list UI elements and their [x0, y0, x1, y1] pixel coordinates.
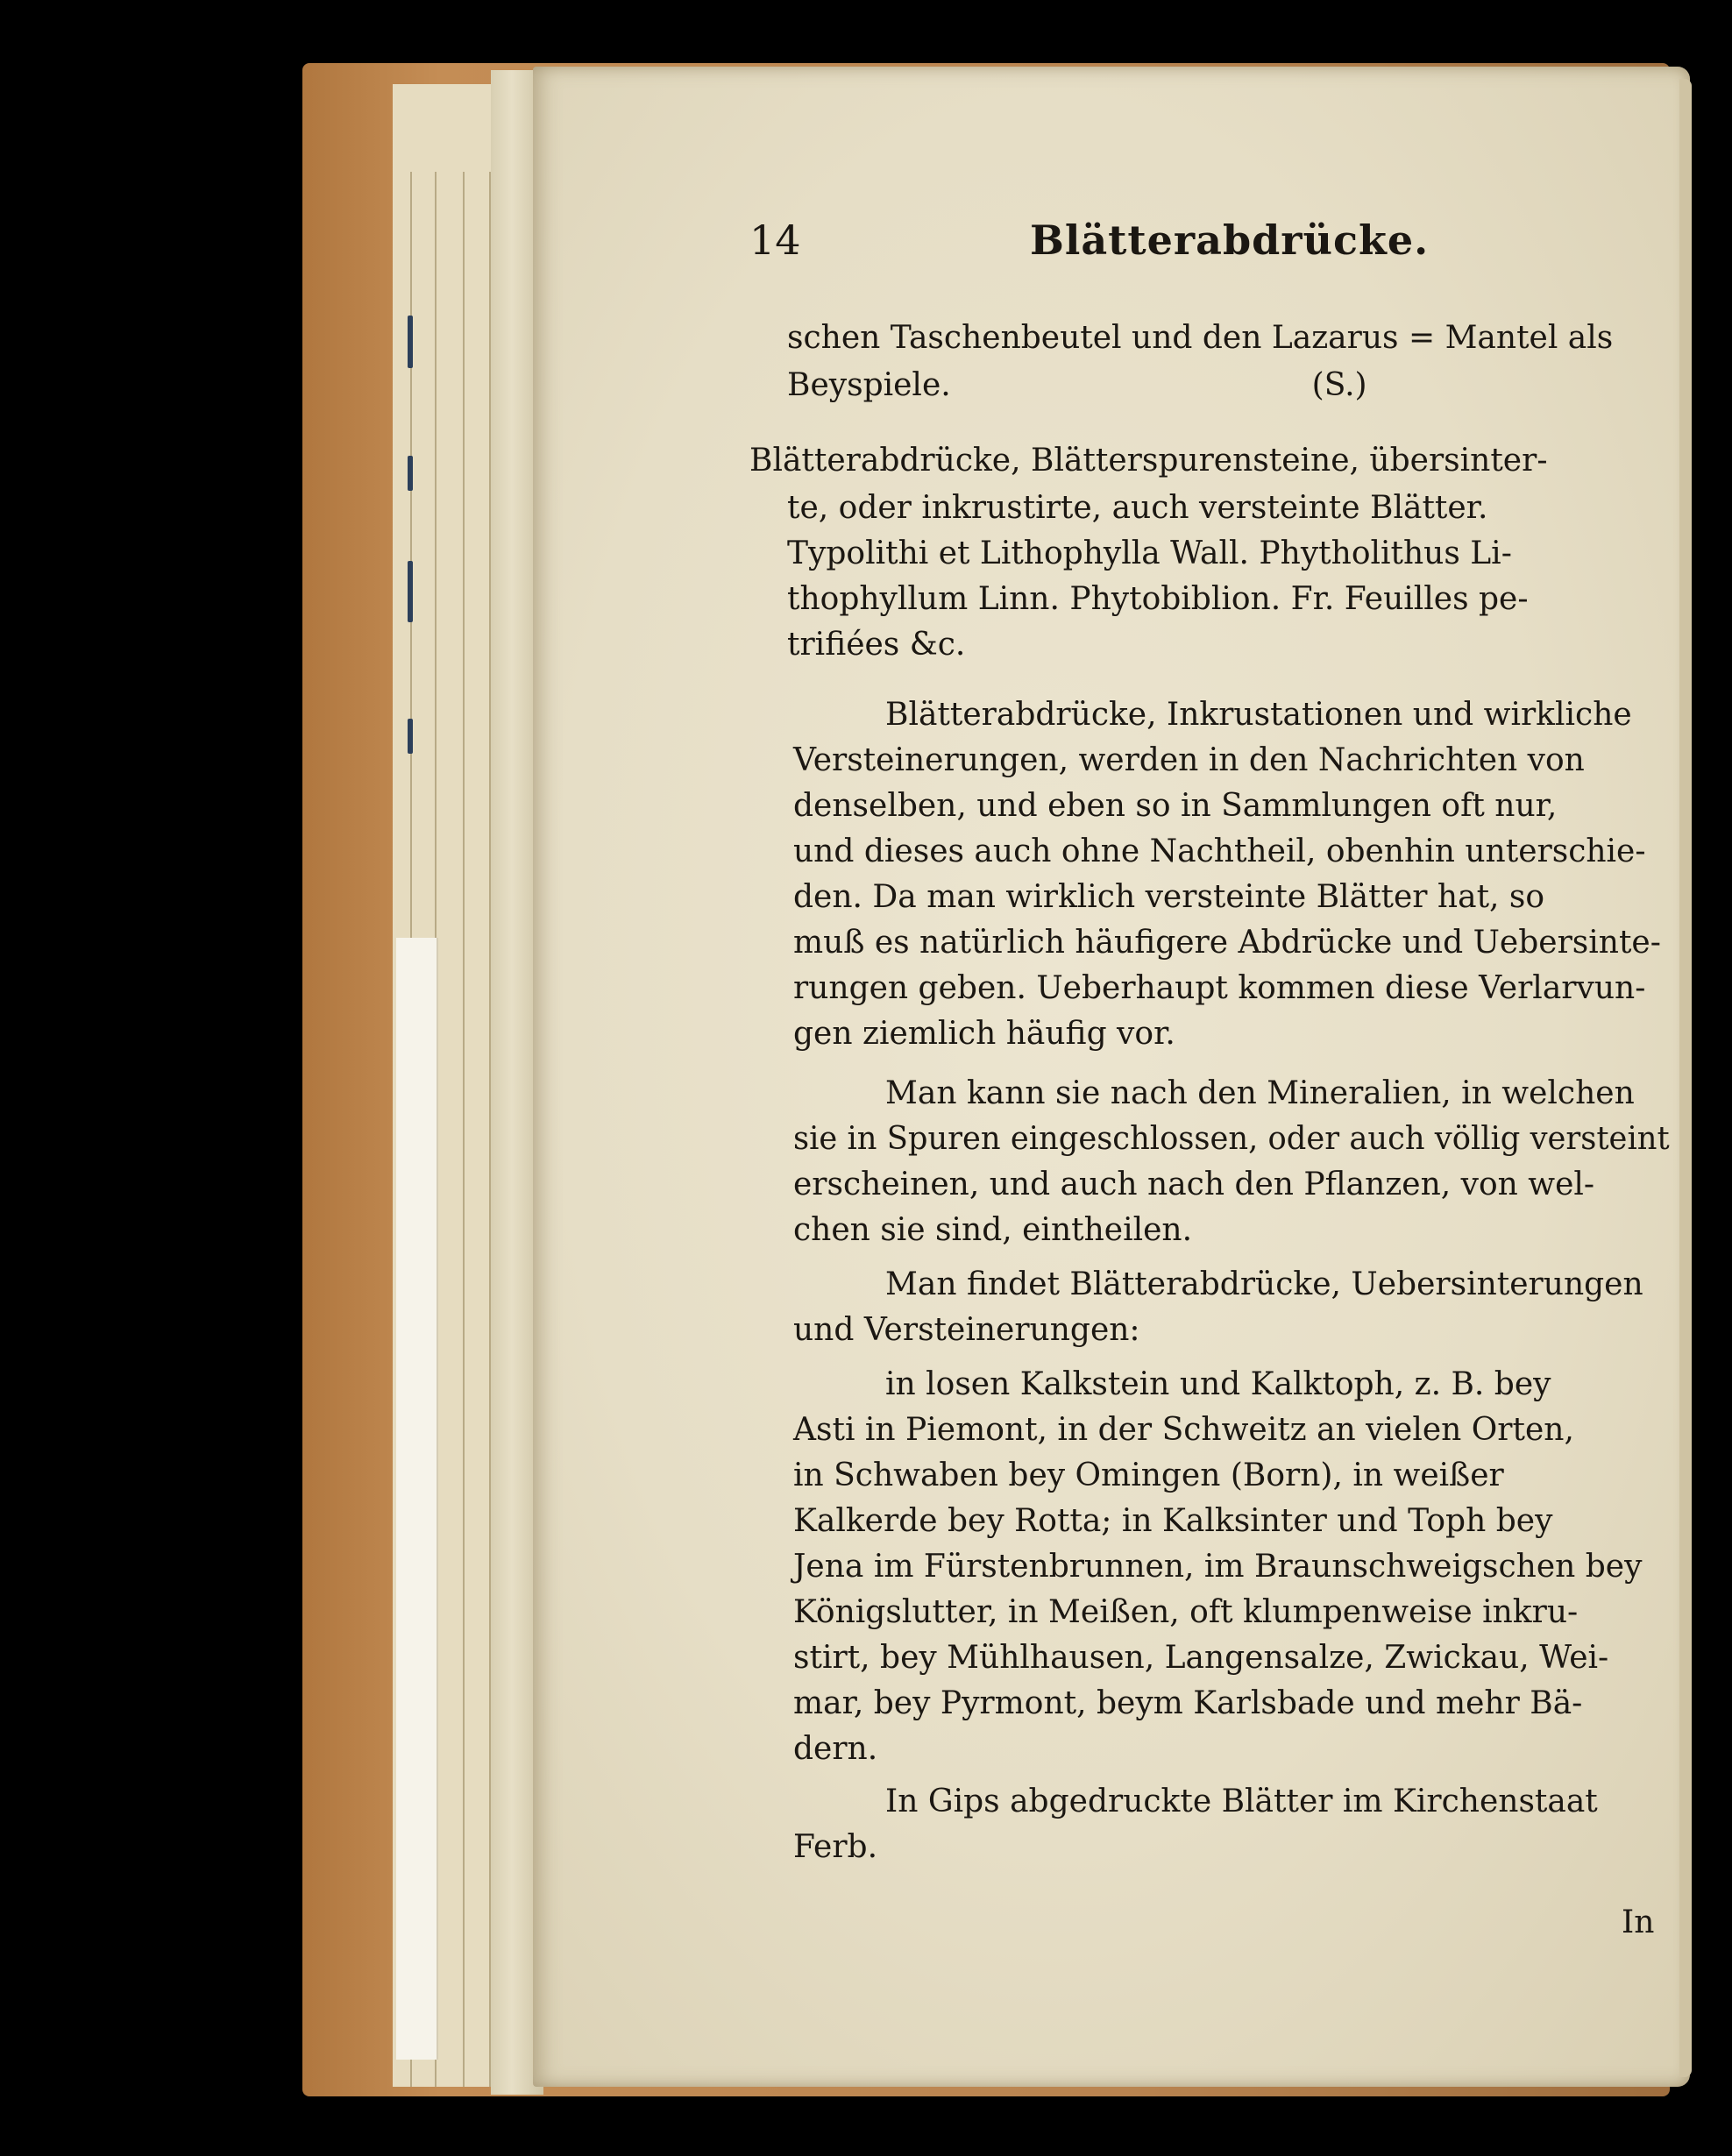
page-number: 14: [749, 216, 801, 264]
text-line: trifiées &c.: [787, 627, 966, 663]
text-line: dern.: [793, 1731, 878, 1767]
text-line: Jena im Fürstenbrunnen, im Braunschweigschen bey: [793, 1549, 1643, 1585]
text-line: sie in Spuren eingeschlossen, oder auch völlig versteint: [793, 1121, 1670, 1157]
catchword: In: [1622, 1904, 1655, 1940]
ink-stain: [408, 561, 413, 622]
text-line: rungen geben. Ueberhaupt kommen diese Verlarvun-: [793, 970, 1646, 1006]
text-line: thophyllum Linn. Phytobiblion. Fr. Feuilles pe-: [787, 581, 1529, 617]
text-line: Königslutter, in Meißen, oft klumpenweise inkru-: [793, 1594, 1579, 1630]
text-line: schen Taschenbeutel und den Lazarus = Mantel als: [787, 320, 1614, 356]
text-line: Kalkerde bey Rotta; in Kalksinter und Toph bey: [793, 1503, 1553, 1539]
text-line: in losen Kalkstein und Kalktoph, z. B. bey: [885, 1366, 1551, 1402]
text-line: denselben, und eben so in Sammlungen oft nur,: [793, 788, 1558, 824]
paper-strip: [396, 938, 438, 2060]
ink-stain: [408, 719, 413, 754]
text-line: Blätterabdrücke, Inkrustationen und wirkliche: [885, 697, 1632, 733]
running-head: Blätterabdrücke.: [1030, 216, 1430, 264]
text-line: In Gips abgedruckte Blätter im Kirchenstaat: [885, 1784, 1598, 1819]
ink-stain: [408, 316, 413, 368]
text-line: den. Da man wirklich versteinte Blätter hat, so: [793, 879, 1545, 915]
page-edge: [1679, 79, 1692, 2077]
text-line: erscheinen, und auch nach den Pflanzen, von wel-: [793, 1167, 1595, 1202]
text-line: Typolithi et Lithophylla Wall. Phytholithus Li-: [787, 535, 1512, 571]
text-line: stirt, bey Mühlhausen, Langensalze, Zwickau, Wei-: [793, 1640, 1609, 1676]
text-line: mar, bey Pyrmont, beym Karlsbade und mehr Bä-: [793, 1685, 1583, 1721]
ink-stain: [408, 456, 413, 491]
text-line: te, oder inkrustirte, auch versteinte Blätter.: [787, 490, 1488, 526]
text-line: Asti in Piemont, in der Schweitz an vielen Orten,: [793, 1412, 1574, 1448]
text-line: Ferb.: [793, 1829, 878, 1865]
text-line: Versteinerungen, werden in den Nachrichten von: [793, 742, 1585, 778]
text-line: und dieses auch ohne Nachtheil, obenhin unterschie-: [793, 833, 1646, 869]
text-line: und Versteinerungen:: [793, 1312, 1140, 1348]
text-line: Man findet Blätterabdrücke, Uebersinterungen: [885, 1266, 1643, 1302]
text-line: Man kann sie nach den Mineralien, in welchen: [885, 1075, 1635, 1111]
text-line: Beyspiele. (S.): [787, 367, 1367, 403]
text-line: gen ziemlich häufig vor.: [793, 1016, 1175, 1052]
text-line: chen sie sind, eintheilen.: [793, 1212, 1193, 1248]
text-line: muß es natürlich häufigere Abdrücke und Uebersinte-: [793, 925, 1661, 961]
text-line: in Schwaben bey Omingen (Born), in weißer: [793, 1457, 1504, 1493]
text-line: Blätterabdrücke, Blätterspurensteine, übersinter-: [749, 443, 1548, 479]
